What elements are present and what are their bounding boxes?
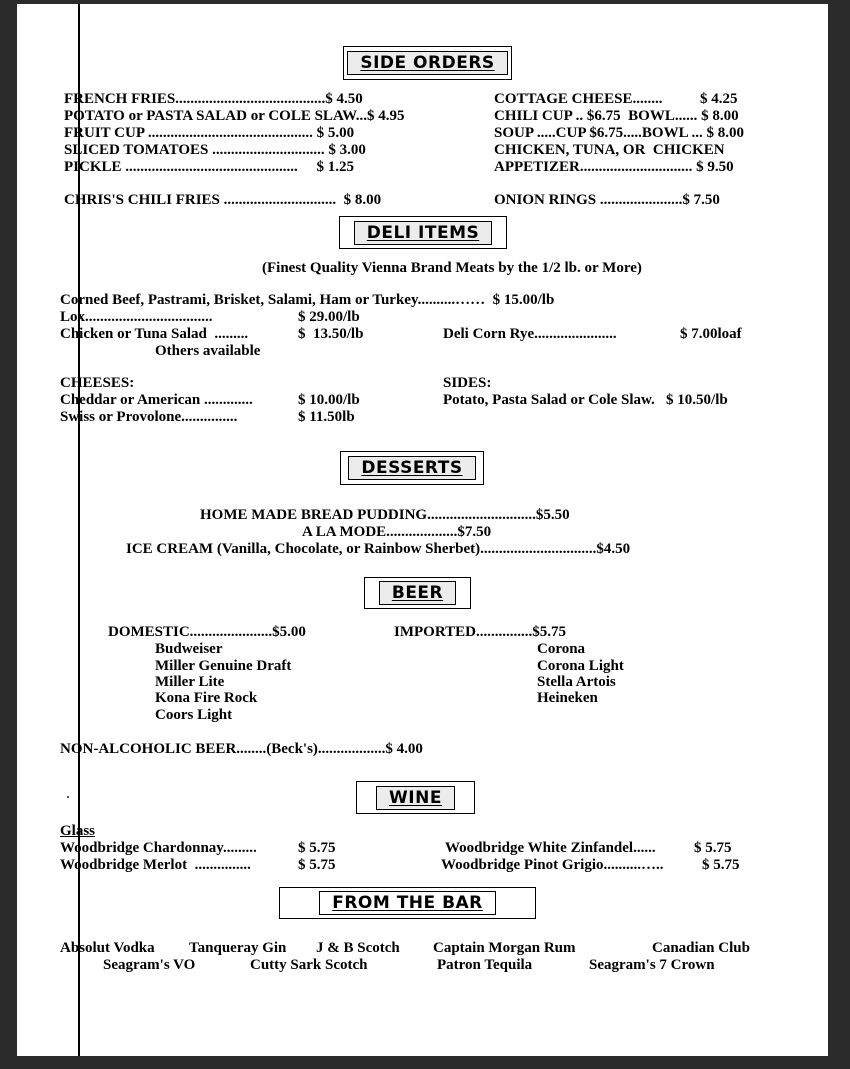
a-la-mode: A LA MODE...................$7.50 <box>302 524 492 540</box>
bar-item-tanqueray: Tanqueray Gin <box>189 940 287 956</box>
domestic-beer-3: Miller Lite <box>155 674 225 690</box>
glass-label: Glass <box>60 823 96 839</box>
side-orders-header <box>343 46 512 80</box>
side-order-right-3: SOUP .....CUP $6.75.....BOWL ... $ 8.00 <box>494 125 745 141</box>
domestic-beer-2: Miller Genuine Draft <box>155 658 292 674</box>
bread-pudding: HOME MADE BREAD PUDDING.............................$5.50 <box>200 507 570 523</box>
side-order-right-1: COTTAGE CHEESE........ $ 4.25 <box>494 91 738 107</box>
desserts-header <box>340 451 484 485</box>
swiss-price: $ 11.50lb <box>298 409 355 425</box>
lox-price: $ 29.00/lb <box>298 309 360 325</box>
cheddar-name: Cheddar or American ............. <box>60 392 253 408</box>
bar-item-cutty-sark: Cutty Sark Scotch <box>250 957 368 973</box>
swiss-name: Swiss or Provolone............... <box>60 409 238 425</box>
side-order-right-5: APPETIZER.............................. $ 9.50 <box>494 159 734 175</box>
domestic-beer-4: Kona Fire Rock <box>155 690 258 706</box>
bar-item-canadian-club: Canadian Club <box>652 940 750 956</box>
from-the-bar-header <box>279 887 536 919</box>
side-order-left-4: SLICED TOMATOES .............................. $ 3.00 <box>64 142 366 158</box>
domestic-beer-1: Budweiser <box>155 641 223 657</box>
beer-header <box>364 577 471 609</box>
side-order-left-5: PICKLE .............................................. $ 1.25 <box>64 159 355 175</box>
side-order-right-4: CHICKEN, TUNA, OR CHICKEN <box>494 142 725 158</box>
domestic-heading: DOMESTIC......................$5.00 <box>108 624 306 640</box>
wine-header <box>356 781 475 814</box>
wine-left-2-price: $ 5.75 <box>298 857 336 873</box>
corn-rye-price: $ 7.00loaf <box>680 326 742 342</box>
deli-items-title: DELI ITEMS <box>354 221 493 245</box>
wine-title: WINE <box>376 786 455 810</box>
others-available: Others available <box>155 343 261 359</box>
bar-item-captain-morgan: Captain Morgan Rum <box>433 940 576 956</box>
chris-chili-fries: CHRIS'S CHILI FRIES .............................. $ 8.00 <box>64 192 382 208</box>
imported-beer-2: Corona Light <box>537 658 624 674</box>
lox-name: Lox.................................. <box>60 309 213 325</box>
cheddar-price: $ 10.00/lb <box>298 392 360 408</box>
corn-rye-name: Deli Corn Rye...................... <box>443 326 617 342</box>
wine-right-2-price: $ 5.75 <box>702 857 740 873</box>
stray-mark <box>67 796 69 798</box>
imported-beer-3: Stella Artois <box>537 674 616 690</box>
imported-beer-1: Corona <box>537 641 586 657</box>
deli-items-header <box>339 216 507 249</box>
imported-heading: IMPORTED...............$5.75 <box>394 624 566 640</box>
side-orders-title: SIDE ORDERS <box>347 51 507 75</box>
wine-left-2-name: Woodbridge Merlot ............... <box>60 857 251 873</box>
domestic-beer-5: Coors Light <box>155 707 233 723</box>
ice-cream: ICE CREAM (Vanilla, Chocolate, or Rainbow Sherbet)...............................$4.50 <box>126 541 631 557</box>
bar-item-patron: Patron Tequila <box>437 957 533 973</box>
cheeses-heading: CHEESES: <box>60 375 135 391</box>
side-order-right-2: CHILI CUP .. $6.75 BOWL...... $ 8.00 <box>494 108 739 124</box>
side-order-left-2: POTATO or PASTA SALAD or COLE SLAW...$ 4.95 <box>64 108 405 124</box>
wine-right-1-name: Woodbridge White Zinfandel...... <box>445 840 656 856</box>
imported-beer-4: Heineken <box>537 690 598 706</box>
wine-right-2-name: Woodbridge Pinot Grigio..........….. <box>441 857 664 873</box>
bar-item-seagrams-7: Seagram's 7 Crown <box>589 957 715 973</box>
wine-left-1-price: $ 5.75 <box>298 840 336 856</box>
wine-left-1-name: Woodbridge Chardonnay......... <box>60 840 257 856</box>
bar-item-absolut: Absolut Vodka <box>60 940 155 956</box>
from-the-bar-title: FROM THE BAR <box>319 891 496 915</box>
sides-line: Potato, Pasta Salad or Cole Slaw. $ 10.50/lb <box>443 392 728 408</box>
salad-name: Chicken or Tuna Salad ......... <box>60 326 249 342</box>
onion-rings: ONION RINGS ......................$ 7.50 <box>494 192 720 208</box>
side-order-left-1: FRENCH FRIES........................................$ 4.50 <box>64 91 363 107</box>
non-alcoholic-beer: NON-ALCOHOLIC BEER........(Beck's)..................$ 4.00 <box>60 741 423 757</box>
bar-item-jb-scotch: J & B Scotch <box>316 940 400 956</box>
sides-heading: SIDES: <box>443 375 492 391</box>
side-order-left-3: FRUIT CUP ............................................ $ 5.00 <box>64 125 355 141</box>
desserts-title: DESSERTS <box>348 456 475 480</box>
wine-right-1-price: $ 5.75 <box>694 840 732 856</box>
beer-title: BEER <box>379 581 456 605</box>
deli-subtitle: (Finest Quality Vienna Brand Meats by the 1/2 lb. or More) <box>262 260 642 276</box>
deli-meats: Corned Beef, Pastrami, Brisket, Salami, Ham or Turkey..........…… $ 15.00/lb <box>60 292 555 308</box>
bar-item-seagrams-vo: Seagram's VO <box>103 957 196 973</box>
salad-price: $ 13.50/lb <box>298 326 364 342</box>
